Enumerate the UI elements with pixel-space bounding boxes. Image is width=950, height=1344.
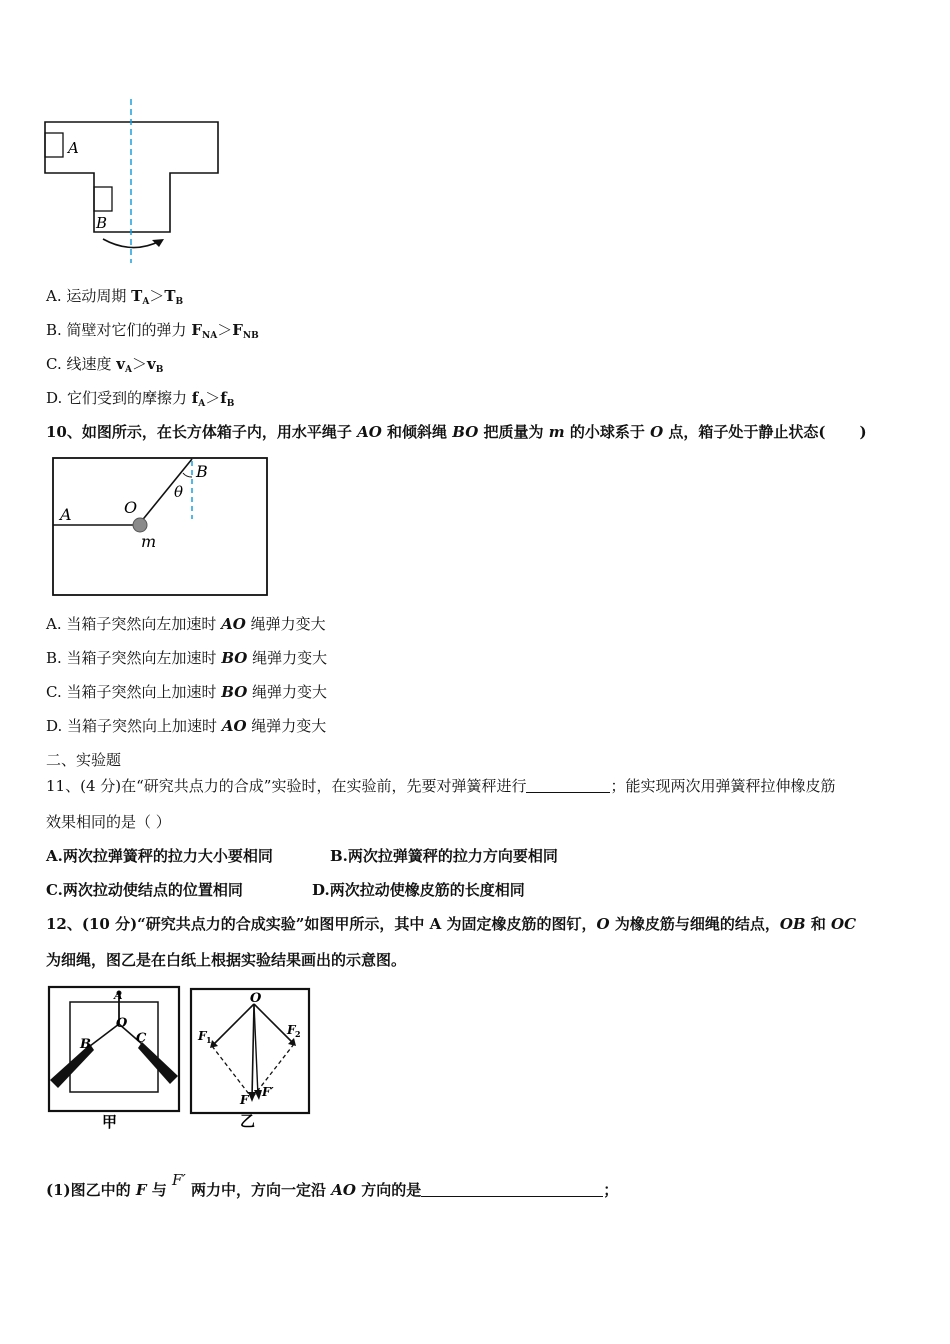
q11-answer-blank[interactable] (526, 776, 610, 793)
yi-label-o: O (250, 991, 262, 1006)
q9-option-c: C. 线速度 $v_A>v_B$ (46, 355, 164, 375)
q11-option-c: C.两次拉动使结点的位置相同 (46, 881, 243, 899)
jia-label-c: C (136, 1031, 147, 1046)
q10-option-d: D. 当箱子突然向上加速时 AO 绳弹力变大 (46, 717, 327, 735)
q10-box-figure (50, 455, 272, 600)
yi-label-f1-sub: 1 (206, 1035, 212, 1045)
q12-sub1: (1)图乙中的 F 与 F′ 两力中，方向一定沿 AO 方向的是 ； (46, 1171, 619, 1199)
label-theta: θ (174, 483, 184, 501)
label-a: A (60, 505, 72, 524)
q11-stem-line1: 11、(4 分)在“研究共点力的合成”实验时，在实验前，先要对弹簧秤进行 ；能实现两次用弹簧秤拉伸橡皮筋 (46, 777, 836, 795)
q11-option-d: D.两次拉动使橡皮筋的长度相同 (312, 881, 525, 899)
q9-option-d: D. 它们受到的摩擦力 $f_A>f_B$ (46, 389, 235, 409)
q11-stem-line2: 效果相同的是（ ） (46, 813, 171, 831)
jia-label-b: B (80, 1037, 91, 1052)
q12-stem-line1: 12、(10 分)“研究共点力的合成实验”如图甲所示，其中 A 为固定橡皮筋的图钉，O 为橡皮筋与细绳的结点，OB 和 OC (46, 915, 857, 933)
q9-option-b: B. 简壁对它们的弹力 $F_{NA}>F_{NB}$ (46, 321, 259, 341)
jia-label-o: O (116, 1016, 128, 1031)
q9-option-a: A. 运动周期 $T_A>T_B$ (46, 287, 184, 307)
block-b-label: B (96, 214, 108, 232)
block-a-label: A (68, 139, 79, 157)
q11-option-a: A.两次拉弹簧秤的拉力大小要相同 (46, 847, 273, 865)
q10-stem: 10、如图所示，在长方体箱子内，用水平绳子 AO 和倾斜绳 BO 把质量为 m 的小球系于 O 点，箱子处于静止状态( ) (46, 423, 867, 441)
q10-option-a: A. 当箱子突然向左加速时 AO 绳弹力变大 (46, 615, 326, 633)
q12-figure-jia (46, 984, 182, 1130)
q12-sub1-answer-blank[interactable] (421, 1180, 603, 1197)
q12-stem-line2: 为细绳，图乙是在白纸上根据实验结果画出的示意图。 (46, 951, 407, 969)
q10-option-c: C. 当箱子突然向上加速时 BO 绳弹力变大 (46, 683, 328, 701)
section-title: 二、实验题 (46, 751, 122, 769)
yi-label-f1: F (198, 1029, 207, 1043)
jia-caption: 甲 (102, 1113, 118, 1130)
q10-option-b: B. 当箱子突然向左加速时 BO 绳弹力变大 (46, 649, 328, 667)
q12-figure-yi (188, 986, 314, 1130)
ball-m (133, 518, 147, 532)
yi-caption: 乙 (240, 1112, 256, 1130)
yi-label-f2-sub: 2 (295, 1029, 301, 1039)
label-m: m (141, 532, 157, 551)
jia-label-a: A (114, 989, 123, 1002)
q9-cylinder-figure (40, 95, 230, 265)
yi-label-fprime: F′ (262, 1085, 274, 1099)
yi-label-f2: F (287, 1023, 296, 1037)
label-o: O (124, 498, 138, 517)
label-b: B (196, 462, 208, 481)
q11-option-b: B.两次拉弹簧秤的拉力方向要相同 (330, 847, 558, 865)
yi-label-f: F (240, 1093, 249, 1107)
